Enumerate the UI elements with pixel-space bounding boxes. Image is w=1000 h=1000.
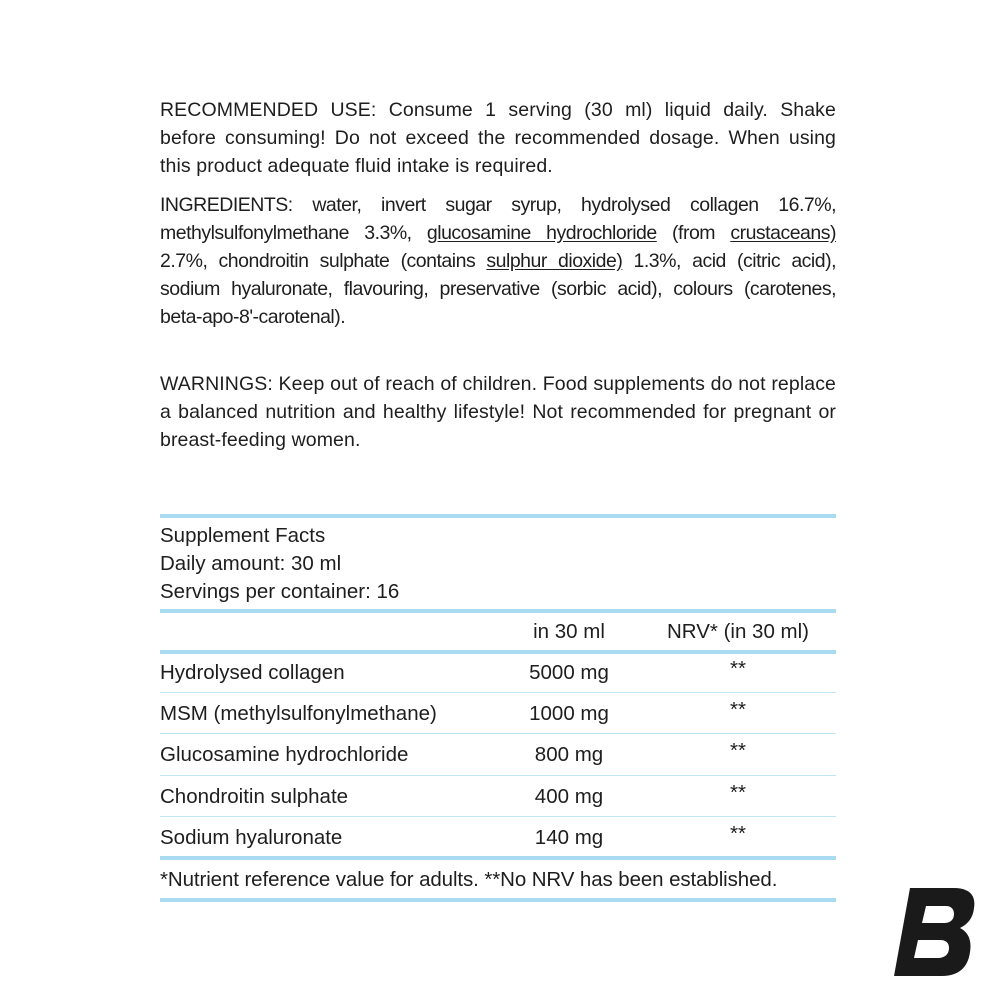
nutrient-amount: 5000 mg (529, 661, 609, 684)
column-header-amount: in 30 ml (533, 620, 605, 643)
brand-logo-icon (892, 886, 976, 978)
recommended-use-text: Consume 1 serving (30 ml) liquid daily. Shake before consuming! Do not exceed the recommended dosage. When using this product adequate fluid intake is required. (160, 99, 836, 177)
ingredients-paragraph (160, 191, 836, 331)
warnings-label: WARNINGS: (160, 373, 273, 395)
warnings-paragraph (160, 370, 836, 454)
recommended-use-label: RECOMMENDED USE: (160, 99, 377, 121)
servings-per-container: Servings per container: 16 (160, 580, 400, 603)
facts-bottom-rule (160, 856, 836, 860)
nutrient-nrv: ** (730, 781, 746, 804)
nutrient-name: Hydrolysed collagen (160, 661, 345, 684)
ingredients-text-1: water, invert sugar syrup, hydrolysed collagen 16.7%, methylsulfonylmethane 3.3%, (160, 194, 836, 244)
daily-amount: Daily amount: 30 ml (160, 552, 342, 575)
ingredients-label: INGREDIENTS: (160, 194, 293, 216)
nutrient-amount: 140 mg (534, 826, 604, 849)
row-divider (160, 775, 836, 776)
nutrient-nrv: ** (730, 739, 746, 762)
row-divider (160, 692, 836, 693)
allergen-crustaceans: crustaceans) (730, 222, 836, 244)
nutrient-nrv: ** (730, 822, 746, 845)
nutrient-amount: 1000 mg (529, 702, 609, 725)
nutrient-name: Chondroitin sulphate (160, 785, 349, 808)
footnote-rule (160, 898, 836, 902)
column-header-nrv: NRV* (in 30 ml) (666, 620, 810, 643)
row-divider (160, 816, 836, 817)
facts-title: Supplement Facts (160, 524, 326, 547)
warnings-text: Keep out of reach of children. Food supplements do not replace a balanced nutrition and healthy lifestyle! Not recommended for pregnant or breast-feeding women. (160, 373, 836, 451)
nutrient-amount: 800 mg (534, 743, 604, 766)
nrv-footnote: *Nutrient reference value for adults. **No NRV has been established. (160, 868, 778, 891)
allergen-glucosamine: glucosamine hydrochloride (426, 222, 657, 244)
recommended-use-paragraph (160, 96, 836, 180)
nutrient-amount: 400 mg (534, 785, 604, 808)
nutrient-name: Sodium hyaluronate (160, 826, 343, 849)
nutrient-nrv: ** (730, 698, 746, 721)
row-divider (160, 733, 836, 734)
ingredients-text-2: (from (656, 222, 731, 244)
nutrient-nrv: ** (730, 657, 746, 680)
nutrient-name: MSM (methylsulfonylmethane) (160, 702, 437, 725)
ingredients-text-3: 2.7%, chondroitin sulphate (contains (160, 250, 487, 272)
allergen-sulphur-dioxide: sulphur dioxide) (486, 250, 623, 272)
ingredients-text-4: 1.3%, acid (citric acid), sodium hyaluronate, flavouring, preservative (sorbic acid), colours (carotenes, beta-apo-8'-carotenal). (160, 250, 837, 328)
facts-column-rule (160, 650, 836, 654)
facts-header-rule (160, 609, 836, 613)
nutrient-name: Glucosamine hydrochloride (160, 743, 409, 766)
facts-top-rule (160, 514, 836, 518)
